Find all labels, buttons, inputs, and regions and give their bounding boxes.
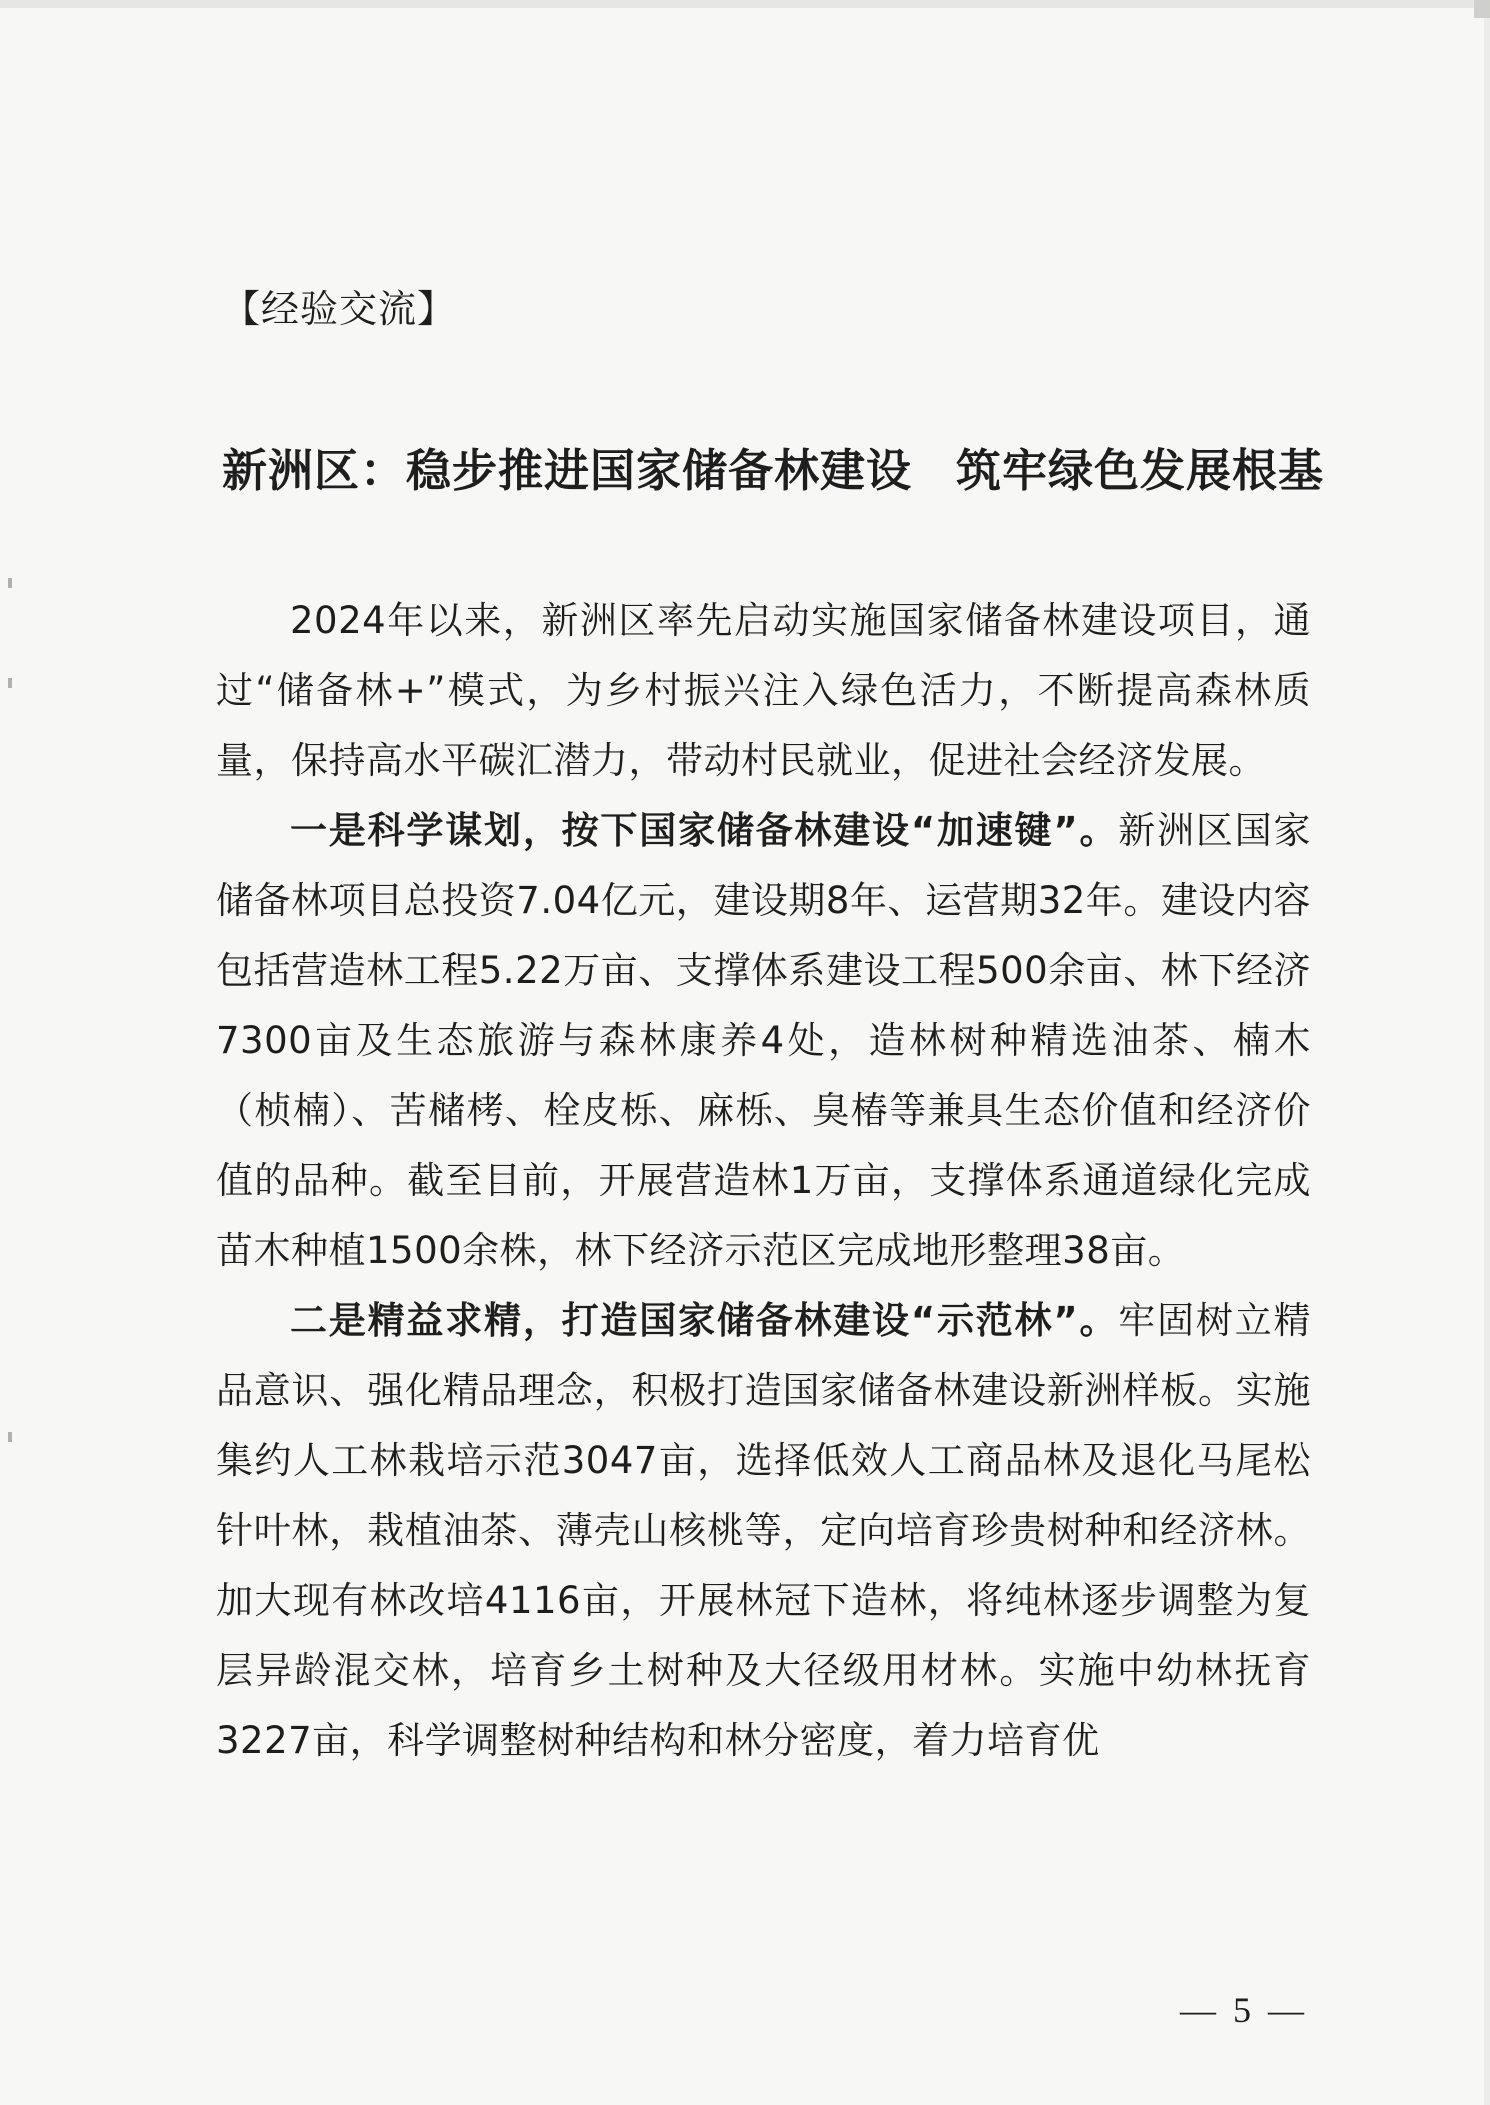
binder-hole-mark [8,578,12,588]
paragraph-text: 2024年以来，新洲区率先启动实施国家储备林建设项目，通过“储备林+”模式，为乡村振兴注入绿色活力，不断提高森林质量，保持高水平碳汇潜力，带动村民就业，促进社会经济发展。 [216,599,1311,782]
paragraph-intro [216,586,1311,796]
article-title [222,434,1325,499]
section-tag: 【经验交流】 [222,287,457,331]
page-number: — 5 — [1180,1990,1308,2030]
binder-hole-mark [8,678,12,688]
article-title-part1: 新洲区：稳步推进国家储备林建设 [222,444,913,497]
article-title-part2: 筑牢绿色发展根基 [956,444,1325,497]
scan-edge-right [1484,0,1490,2105]
paragraph-text: 新洲区国家储备林项目总投资7.04亿元，建设期8年、运营期32年。建设内容包括营造林工程5.22万亩、支撑体系建设工程500余亩、林下经济7300亩及生态旅游与森林康养4处，造林树种精选油茶、楠木（桢楠）、苦槠栲、栓皮栎、麻栎、臭椿等兼具生态价值和经济价值的品种。截至目前，开展营造林1万亩，支撑体系通道绿化完成苗木种植1500余株，林下经济示范区完成地形整理38亩。 [216,809,1312,1272]
binder-hole-mark [8,1432,12,1442]
paragraph-text: 牢固树立精品意识、强化精品理念，积极打造国家储备林建设新洲样板。实施集约人工林栽培示范3047亩，选择低效人工商品林及退化马尾松针叶林，栽植油茶、薄壳山核桃等，定向培育珍贵树种和经济林。加大现有林改培4116亩，开展林冠下造林，将纯林逐步调整为复层异龄混交林，培育乡土树种及大径级用材林。实施中幼林抚育3227亩，科学调整树种结构和林分密度，着力培育优 [216,1299,1312,1762]
paragraph-lead: 二是精益求精，打造国家储备林建设“示范林”。 [290,1299,1119,1342]
scan-corner-mark [1474,0,1490,18]
paragraph-point-two [216,1286,1311,1776]
paragraph-point-one [216,796,1311,1286]
article-body [216,586,1311,1776]
paragraph-lead: 一是科学谋划，按下国家储备林建设“加速键”。 [290,809,1119,852]
scan-edge-top [0,0,1490,8]
